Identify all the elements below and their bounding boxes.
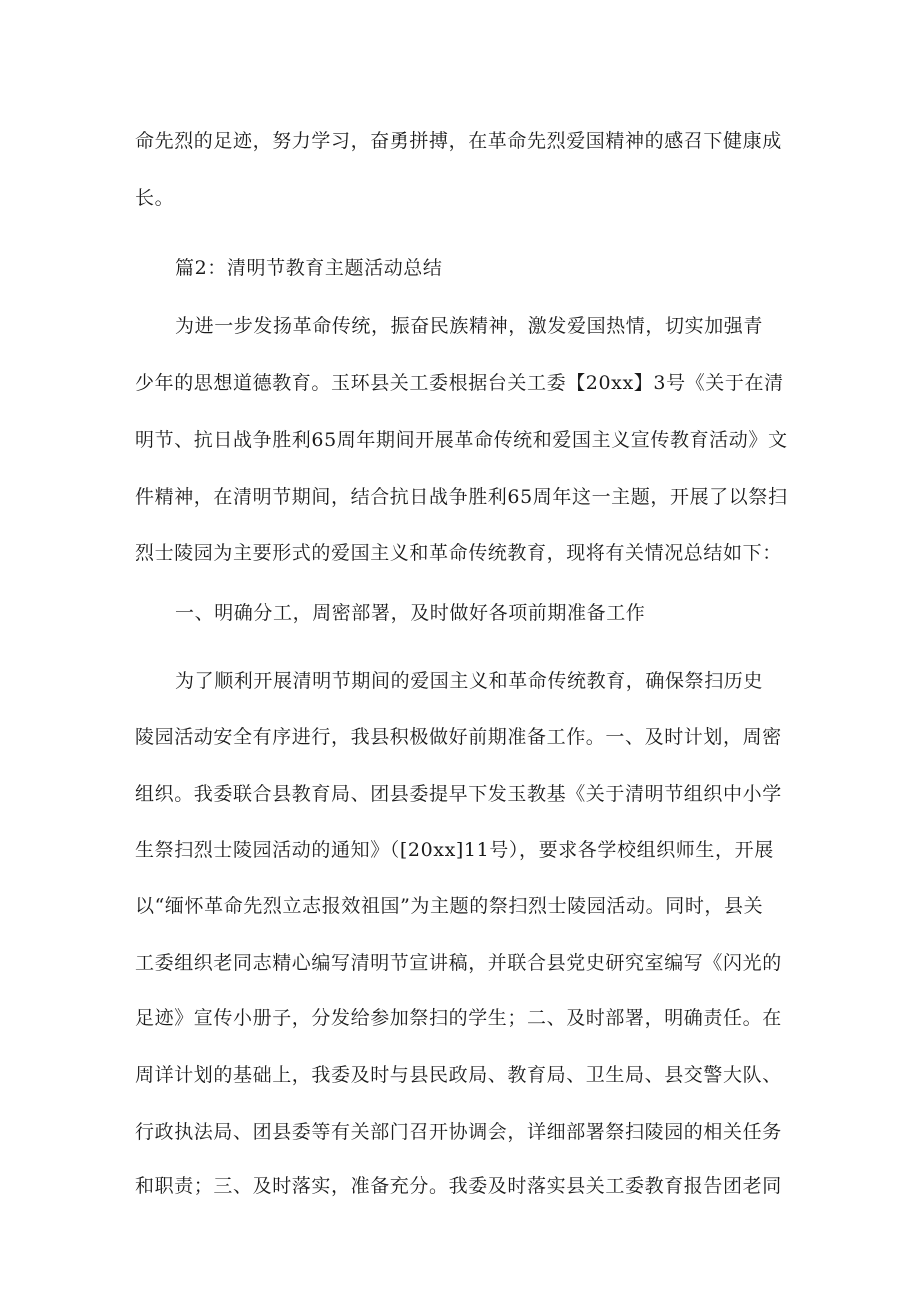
section-heading: 篇2：清明节教育主题活动总结 (175, 257, 443, 279)
text-line: 足迹》宣传小册子，分发给参加祭扫的学生；二、及时部署，明确责任。在 (135, 1007, 782, 1029)
text-line: 周详计划的基础上，我委及时与县民政局、教育局、卫生局、县交警大队、 (135, 1064, 782, 1086)
text-line: 长。 (135, 187, 175, 209)
text-line: 烈士陵园为主要形式的爱国主义和革命传统教育，现将有关情况总结如下： (135, 542, 782, 564)
paragraph-first-line: 为进一步发扬革命传统，振奋民族精神，激发爱国热情，切实加强青 (175, 315, 764, 337)
text-line: 明节、抗日战争胜利65周年期间开展革命传统和爱国主义宣传教育活动》文 (135, 429, 788, 451)
text-line: 组织。我委联合县教育局、团县委提早下发玉教基《关于清明节组织中小学 (135, 783, 782, 805)
subsection-heading: 一、明确分工，周密部署，及时做好各项前期准备工作 (175, 602, 646, 624)
text-line: 行政执法局、团县委等有关部门召开协调会，详细部署祭扫陵园的相关任务 (135, 1121, 782, 1143)
text-line: 命先烈的足迹，努力学习，奋勇拼搏，在革命先烈爱国精神的感召下健康成 (135, 130, 782, 152)
text-line: 陵园活动安全有序进行，我县积极做好前期准备工作。一、及时计划，周密 (135, 726, 782, 748)
text-line: 工委组织老同志精心编写清明节宣讲稿，并联合县党史研究室编写《闪光的 (135, 952, 782, 974)
text-line: 以“缅怀革命先烈立志报效祖国”为主题的祭扫烈士陵园活动。同时，县关 (135, 895, 764, 917)
text-line: 少年的思想道德教育。玉环县关工委根据台关工委【20xx】3号《关于在清 (135, 372, 784, 394)
text-line: 件精神，在清明节期间，结合抗日战争胜利65周年这一主题，开展了以祭扫 (135, 486, 788, 508)
text-line: 和职责；三、及时落实，准备充分。我委及时落实县关工委教育报告团老同 (135, 1175, 782, 1197)
text-line: 生祭扫烈士陵园活动的通知》（[20xx]11号），要求各学校组织师生，开展 (135, 839, 774, 861)
paragraph-first-line: 为了顺利开展清明节期间的爱国主义和革命传统教育，确保祭扫历史 (175, 670, 764, 692)
